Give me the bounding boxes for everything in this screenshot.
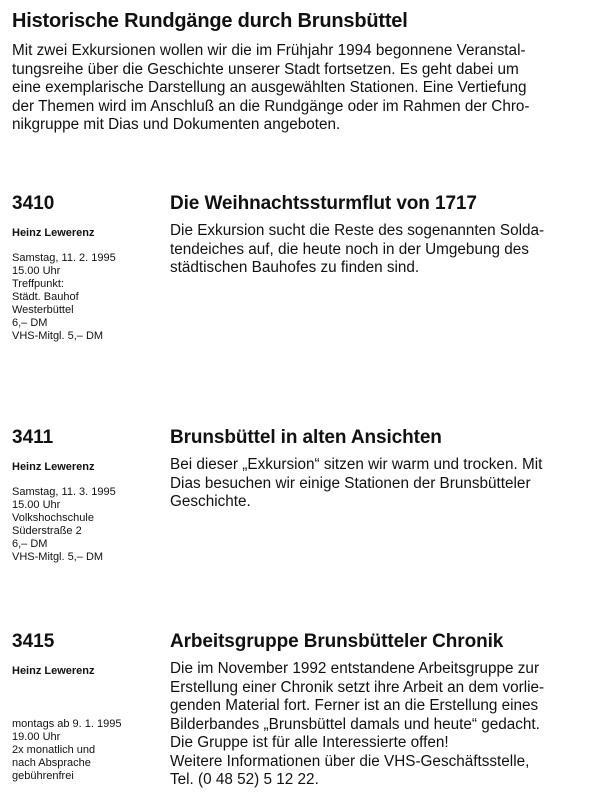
- text-line: Weitere Informationen über die VHS-Geschäftsstelle,: [170, 752, 530, 770]
- text-line: Die Gruppe ist für alle Interessierte offen!: [170, 734, 449, 751]
- detail-line: Westerbüttel: [12, 304, 74, 316]
- course-teacher: Heinz Lewerenz: [12, 665, 95, 677]
- detail-line: 19.00 Uhr: [12, 731, 61, 743]
- detail-line: Treffpunkt:: [12, 278, 64, 290]
- course-details: [12, 486, 162, 564]
- course-teacher: Heinz Lewerenz: [12, 461, 95, 473]
- course-code: 3411: [12, 427, 54, 448]
- detail-line: montags ab 9. 1. 1995: [12, 718, 122, 730]
- course-title: Brunsbüttel in alten Ansichten: [170, 427, 442, 448]
- course-teacher: Heinz Lewerenz: [12, 227, 95, 239]
- text-line: Geschichte.: [170, 493, 251, 510]
- course-details: [12, 718, 162, 783]
- course-body: [170, 192, 594, 278]
- text-line: Tel. (0 48 52) 5 12 22.: [170, 771, 319, 788]
- course-body: [170, 426, 594, 512]
- page-header: [12, 8, 594, 135]
- text-line: tendeiches auf, die heute noch in der Umgebung des: [170, 240, 529, 258]
- intro-text: [12, 42, 594, 135]
- detail-line: VHS-Mitgl. 5,– DM: [12, 330, 104, 342]
- text-line: Bei dieser „Exkursion“ sitzen wir warm und trocken. Mit: [170, 456, 543, 473]
- course-code: 3415: [12, 631, 55, 652]
- detail-line: Städt. Bauhof: [12, 291, 79, 303]
- detail-line: 15.00 Uhr: [12, 499, 61, 511]
- intro-line: tungsreihe über die Geschichte unserer Stadt fortsetzen. Es geht dabei um: [12, 60, 519, 78]
- detail-line: VHS-Mitgl. 5,– DM: [12, 551, 104, 563]
- text-line: Bilderbandes „Brunsbüttel damals und heute“ gedacht.: [170, 715, 540, 733]
- text-line: Erstellung einer Chronik setzt ihre Arbeit an dem vorlie-: [170, 678, 545, 696]
- detail-line: 15.00 Uhr: [12, 265, 61, 277]
- text-line: Die Exkursion sucht die Reste des sogenannten Solda-: [170, 222, 545, 239]
- detail-line: Süderstraße 2: [12, 525, 82, 537]
- course-description: [170, 456, 594, 512]
- course-details: [12, 252, 162, 343]
- intro-line: Mit zwei Exkursionen wollen wir die im Frühjahr 1994 begonnene Veranstal-: [12, 42, 526, 59]
- course-title: Arbeitsgruppe Brunsbütteler Chronik: [170, 631, 504, 652]
- text-line: städtischen Bauhofes zu finden sind.: [170, 259, 420, 276]
- course-title: Die Weihnachtssturmflut von 1717: [170, 193, 477, 214]
- detail-line: 6,– DM: [12, 538, 48, 550]
- course-code: 3410: [12, 193, 55, 214]
- text-line: genden Material fort. Ferner ist an die Erstellung eines: [170, 697, 539, 714]
- text-line: Dias besuchen wir einige Stationen der Brunsbütteler: [170, 474, 531, 492]
- detail-line: Samstag, 11. 2. 1995: [12, 252, 116, 264]
- course-meta: [12, 192, 162, 343]
- intro-line: nikgruppe mit Dias und Dokumenten angeboten.: [12, 116, 341, 133]
- detail-line: Volkshochschule: [12, 512, 94, 524]
- detail-line: 2x monatlich und: [12, 744, 96, 756]
- course-description: [170, 660, 594, 790]
- course-description: [170, 222, 594, 278]
- text-line: Die im November 1992 entstandene Arbeitsgruppe zur: [170, 660, 540, 677]
- page-title: Historische Rundgänge durch Brunsbüttel: [12, 10, 408, 32]
- detail-line: nach Absprache: [12, 757, 91, 769]
- detail-line: gebührenfrei: [12, 770, 74, 782]
- intro-line: der Themen wird im Anschluß an die Rundgänge oder im Rahmen der Chro-: [12, 97, 530, 115]
- course-meta: [12, 426, 162, 564]
- intro-line: eine exemplarische Darstellung an ausgewählten Stationen. Eine Vertiefung: [12, 79, 527, 96]
- course-body: [170, 630, 594, 790]
- course-meta: [12, 630, 162, 783]
- detail-line: Samstag, 11. 3. 1995: [12, 486, 116, 498]
- detail-line: 6,– DM: [12, 317, 48, 329]
